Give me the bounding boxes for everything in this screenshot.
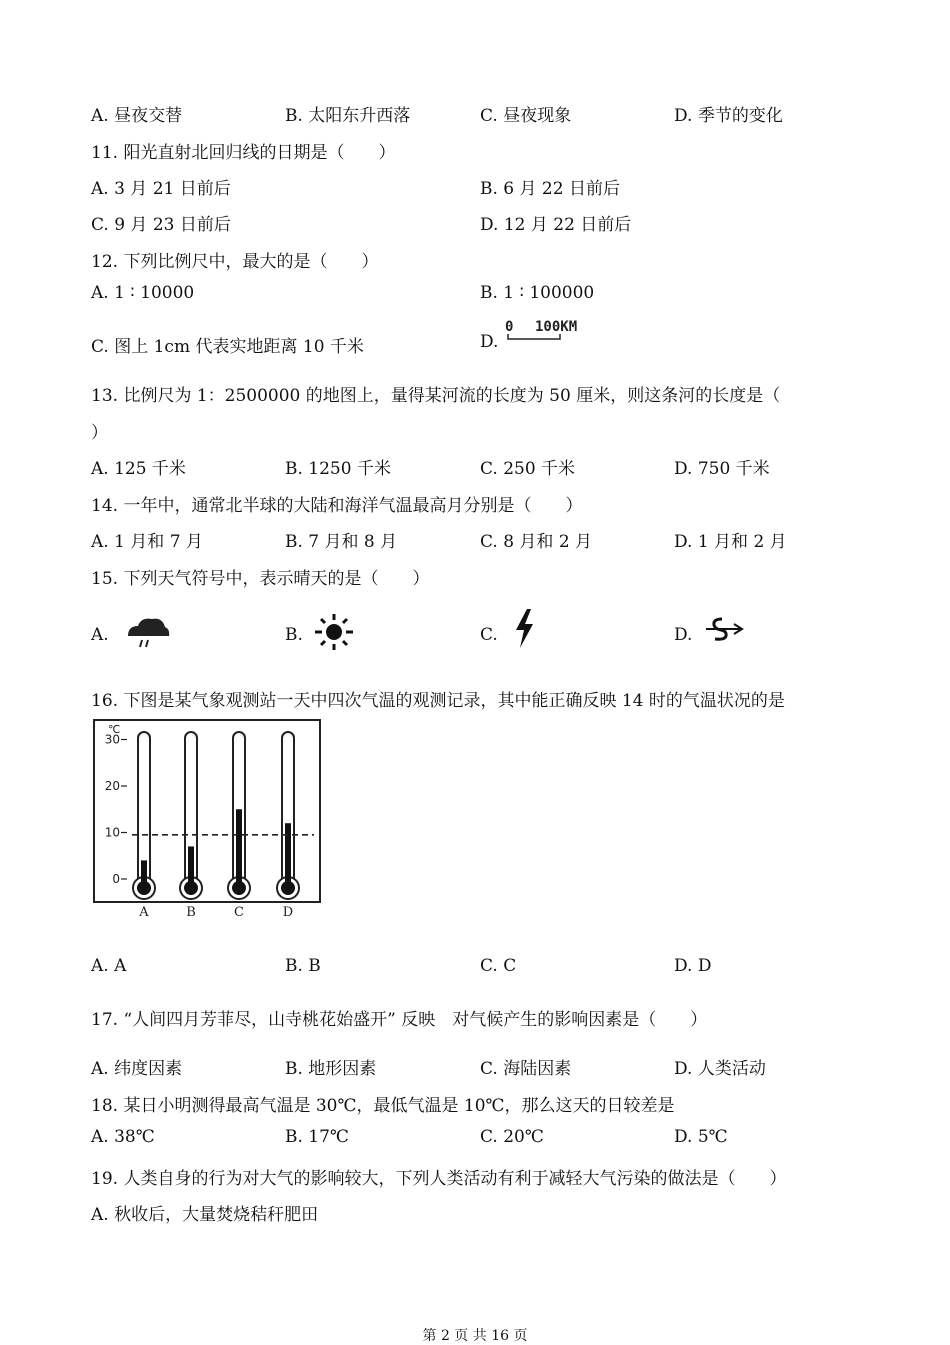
y-tick-label: 20 (104, 779, 120, 793)
q16-option-d[interactable]: D. D (674, 956, 712, 976)
q15-option-c[interactable]: C. (480, 625, 498, 645)
q14-options (91, 527, 871, 551)
q11-option-a[interactable]: A. 3 月 21 日前后 (91, 179, 231, 199)
q10-option-a[interactable]: A. 昼夜交替 (91, 106, 183, 126)
q12-options-row2 (91, 332, 871, 356)
thermometer-figure (92, 718, 324, 922)
q12-option-c[interactable]: C. 图上 1cm 代表实地距离 10 千米 (91, 337, 364, 357)
q15-option-a[interactable]: A. (91, 625, 109, 645)
thermometer-label: D (282, 905, 294, 920)
q12-option-a[interactable]: A. 1 ∶ 10000 (91, 283, 195, 303)
q16-option-c[interactable]: C. C (480, 956, 517, 976)
thermometer-label: C (234, 905, 244, 920)
q11-option-d[interactable]: D. 12 月 22 日前后 (480, 215, 632, 235)
q17-option-a[interactable]: A. 纬度因素 (91, 1059, 183, 1079)
q11-stem: 11. 阳光直射北回归线的日期是（ ） (91, 143, 396, 163)
q18-option-a[interactable]: A. 38℃ (91, 1127, 155, 1147)
q10-option-b[interactable]: B. 太阳东升西落 (285, 106, 411, 126)
q17-option-c[interactable]: C. 海陆因素 (480, 1059, 572, 1079)
y-tick-label: 10 (104, 825, 120, 840)
q18-option-d[interactable]: D. 5℃ (674, 1127, 728, 1147)
q10-option-d[interactable]: D. 季节的变化 (674, 106, 783, 126)
q15-option-d[interactable]: D. (674, 625, 693, 645)
q19-stem: 19. 人类自身的行为对大气的影响较大，下列人类活动有利于减轻大气污染的做法是（ ） (91, 1169, 787, 1189)
q13-stem: 13. 比例尺为 1：2500000 的地图上，量得某河流的长度为 50 厘米，则这条河的长度是（ (91, 386, 781, 406)
q16-option-a[interactable]: A. A (91, 956, 127, 976)
q14-option-d[interactable]: D. 1 月和 2 月 (674, 532, 787, 552)
thermometer-label: A (139, 905, 149, 920)
y-tick-label: 0 (112, 872, 120, 886)
q10-options (91, 101, 871, 125)
q18-options (91, 1127, 871, 1151)
mercury-column (141, 860, 147, 888)
scale-bar-icon (505, 318, 595, 344)
q13-option-a[interactable]: A. 125 千米 (91, 459, 186, 479)
scale-zero-label: 0 (505, 319, 514, 335)
q16-stem: 16. 下图是某气象观测站一天中四次气温的观测记录，其中能正确反映 14 时的气温状况的是 (91, 691, 785, 711)
scale-distance-label: 100KM (535, 319, 578, 335)
q17-option-d[interactable]: D. 人类活动 (674, 1059, 766, 1079)
mercury-column (236, 809, 242, 888)
y-tick-label: 30 (104, 732, 120, 747)
sandstorm-icon (704, 614, 746, 644)
q13-option-d[interactable]: D. 750 千米 (674, 459, 770, 479)
q12-option-b[interactable]: B. 1 ∶ 100000 (480, 283, 595, 303)
q14-option-b[interactable]: B. 7 月和 8 月 (285, 532, 398, 552)
q11-option-b[interactable]: B. 6 月 22 日前后 (480, 179, 620, 199)
q12-stem: 12. 下列比例尺中，最大的是（ ） (91, 252, 379, 272)
q16-options (91, 956, 871, 980)
q15-stem: 15. 下列天气符号中，表示晴天的是（ ） (91, 569, 430, 589)
mercury-column (285, 823, 291, 888)
q13-option-c[interactable]: C. 250 千米 (480, 459, 576, 479)
q11-options-row1 (91, 174, 871, 198)
q13-option-b[interactable]: B. 1250 千米 (285, 459, 391, 479)
sun-icon (312, 612, 356, 652)
q17-options (91, 1054, 871, 1078)
page-footer: 第 2 页 共 16 页 (422, 1328, 528, 1344)
q14-stem: 14. 一年中，通常北半球的大陆和海洋气温最高月分别是（ ） (91, 496, 583, 516)
q17-stem: 17. “人间四月芳菲尽，山寺桃花始盛开” 反映 对气候产生的影响因素是（ ） (91, 1010, 708, 1030)
q14-option-c[interactable]: C. 8 月和 2 月 (480, 532, 593, 552)
lightning-icon (512, 608, 538, 650)
mercury-column (188, 846, 194, 888)
unit-label: ℃ (108, 723, 121, 736)
q11-option-c[interactable]: C. 9 月 23 日前后 (91, 215, 231, 235)
q19-option-a[interactable]: A. 秋收后，大量焚烧秸秆肥田 (91, 1205, 319, 1225)
q17-option-b[interactable]: B. 地形因素 (285, 1059, 377, 1079)
q16-option-b[interactable]: B. B (285, 956, 321, 976)
q18-option-c[interactable]: C. 20℃ (480, 1127, 544, 1147)
q18-stem: 18. 某日小明测得最高气温是 30℃，最低气温是 10℃，那么这天的日较差是 (91, 1096, 675, 1116)
q13-stem-continued: ） (91, 423, 108, 443)
q18-option-b[interactable]: B. 17℃ (285, 1127, 349, 1147)
q13-options (91, 454, 871, 478)
q12-options-row1 (91, 283, 871, 307)
q14-option-a[interactable]: A. 1 月和 7 月 (91, 532, 203, 552)
thermometer-label: B (186, 905, 196, 920)
q10-option-c[interactable]: C. 昼夜现象 (480, 106, 572, 126)
q15-option-b[interactable]: B. (285, 625, 303, 645)
q12-option-d[interactable]: D. (480, 332, 499, 352)
rain-cloud-icon (124, 614, 172, 650)
q11-options-row2 (91, 210, 871, 234)
q15-options (91, 625, 871, 649)
